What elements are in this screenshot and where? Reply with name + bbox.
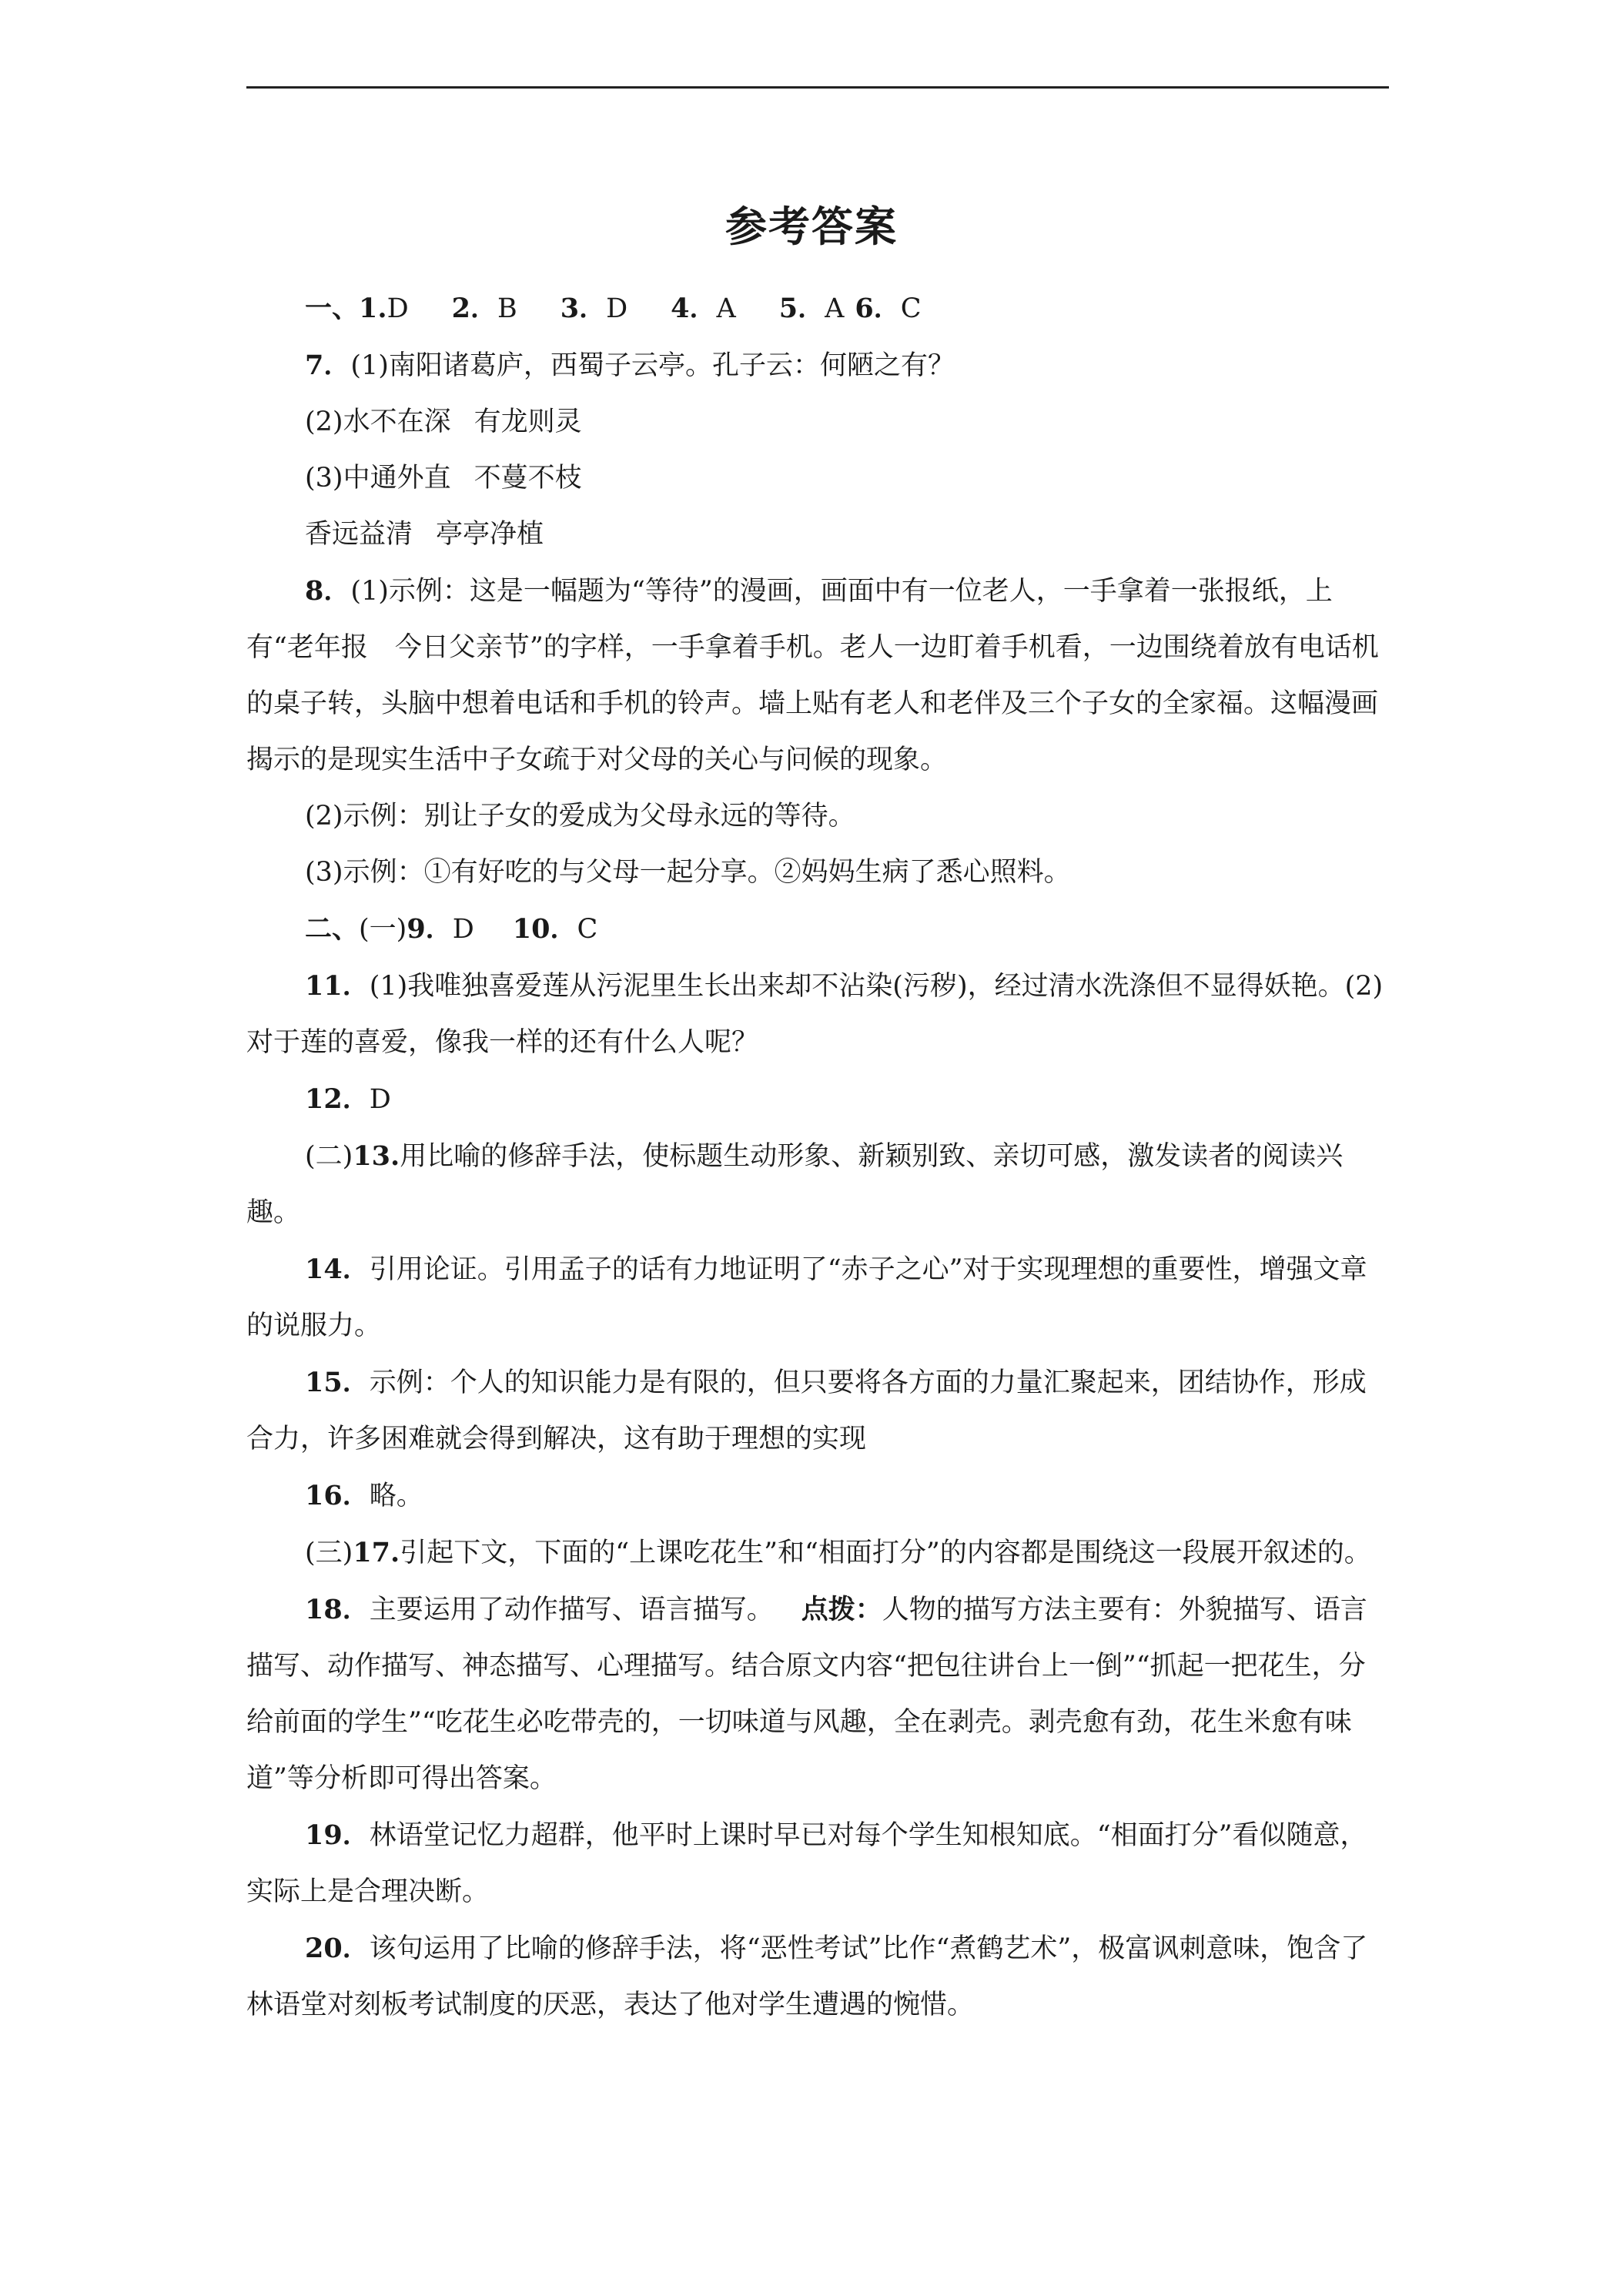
q18-answer: 18．主要运用了动作描写、语言描写。 点拨：人物的描写方法主要有：外貌描写、语言描写、动作描写、神态描写、心理描写。结合原文内容“把包往讲台上一倒”“抓起一把花生，分给前面的学生”“吃花生必吃带壳的，一切味道与风趣，全在剥壳。剥壳愈有劲，花生米愈有味道”等分析即可得出答案。 bbox=[246, 1594, 1367, 1794]
q7-line-1: 7．(1)南阳诸葛庐，西蜀子云亭。孔子云：何陋之有？ bbox=[305, 350, 955, 381]
q16-answer: 16．略。 bbox=[305, 1480, 423, 1511]
q13-answer: (二)13.用比喻的修辞手法，使标题生动形象、新颖别致、亲切可感，激发读者的阅读兴趣。 bbox=[246, 1140, 1344, 1228]
answer-5: 5．A bbox=[778, 293, 845, 324]
hint-label: 点拨： bbox=[801, 1594, 882, 1625]
answer-1: 1.D bbox=[359, 293, 409, 324]
answer-content bbox=[246, 280, 1389, 2033]
q17-answer: (三)17.引起下文，下面的“上课吃花生”和“相面打分”的内容都是围绕这一段展开叙述的。 bbox=[305, 1537, 1371, 1568]
answer-2: 2．B bbox=[451, 293, 517, 324]
answer-3: 3．D bbox=[560, 293, 628, 324]
section-1-answers: 一、1.D 2．B 3．D 4．A 5．A 6．C bbox=[305, 293, 922, 324]
q8-part-3: (3)示例：①有好吃的与父母一起分享。②妈妈生病了悉心照料。 bbox=[305, 857, 1071, 888]
answer-6: 6．C bbox=[855, 293, 922, 324]
q15-answer: 15．示例：个人的知识能力是有限的，但只要将各方面的力量汇聚起来，团结协作，形成合力，许多困难就会得到解决，这有助于理想的实现 bbox=[246, 1367, 1367, 1454]
page-title: 参考答案 bbox=[725, 202, 898, 251]
q7-line-3: (3)中通外直 不蔓不枝 bbox=[305, 463, 582, 494]
q12-answer: 12．D bbox=[305, 1083, 391, 1115]
header-rule bbox=[246, 86, 1389, 89]
section-2-answers: 二、(一)9．D 10．C bbox=[305, 913, 598, 945]
q19-answer: 19．林语堂记忆力超群，他平时上课时早已对每个学生知根知底。“相面打分”看似随意，实际上是合理决断。 bbox=[246, 1819, 1367, 1907]
q11-answer: 11．(1)我唯独喜爱莲从污泥里生长出来却不沾染(污秽)，经过清水洗涤但不显得妖艳。(2)对于莲的喜爱，像我一样的还有什么人呢？ bbox=[246, 970, 1384, 1058]
q14-answer: 14．引用论证。引用孟子的话有力地证明了“赤子之心”对于实现理想的重要性，增强文章的说服力。 bbox=[246, 1253, 1367, 1341]
answer-4: 4．A bbox=[671, 293, 736, 324]
q20-answer: 20．该句运用了比喻的修辞手法，将“恶性考试”比作“煮鹤艺术”，极富讽刺意味，饱含了林语堂对刻板考试制度的厌恶，表达了他对学生遭遇的惋惜。 bbox=[246, 1933, 1368, 2020]
q7-line-4: 香远益清 亭亭净植 bbox=[305, 519, 544, 550]
q8-part-2: (2)示例：别让子女的爱成为父母永远的等待。 bbox=[305, 801, 855, 832]
q8-part-1: 8．(1)示例：这是一幅题为“等待”的漫画，画面中有一位老人，一手拿着一张报纸，上有“老年报 今日父亲节”的字样，一手拿着手机。老人一边盯着手机看，一边围绕着放有电话机的桌子转，头脑中想着电话和手机的铃声。墙上贴有老人和老伴及三个子女的全家福。这幅漫画揭示的是现实生活中子女疏于对父母的关心与问候的现象。 bbox=[246, 575, 1379, 775]
q7-line-2: (2)水不在深 有龙则灵 bbox=[305, 407, 582, 437]
